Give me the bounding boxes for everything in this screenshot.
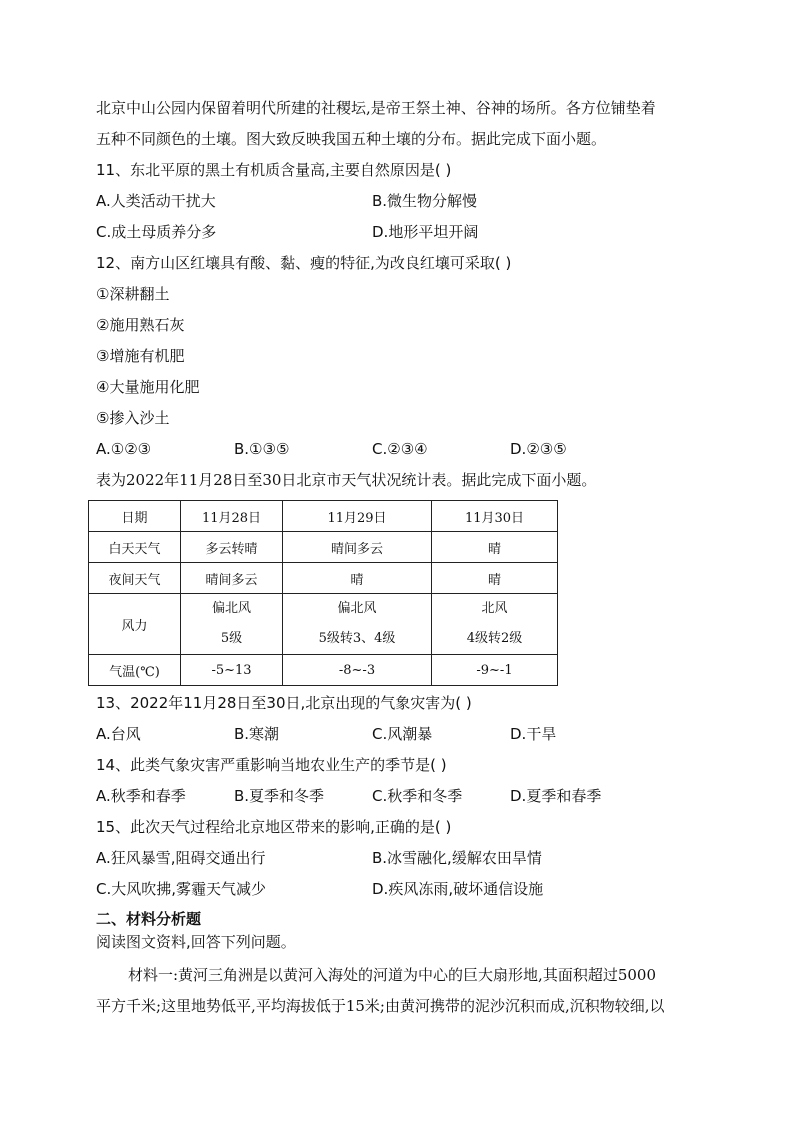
weather-table (88, 500, 558, 686)
table-header-cell: 11月29日 (283, 501, 432, 532)
q13-option-c: C.风潮暴 (372, 725, 433, 743)
table-cell: 多云转晴 (181, 532, 283, 563)
intro-table-caption: 表为2022年11月28日至30日北京市天气状况统计表。据此完成下面小题。 (96, 471, 597, 489)
table-row (89, 655, 558, 686)
q12-item-4: ④大量施用化肥 (96, 378, 200, 396)
q12-option-a: A.①②③ (96, 440, 152, 458)
q13-option-b: B.寒潮 (234, 725, 280, 743)
table-cell: 白天天气 (89, 532, 181, 563)
table-cell (283, 594, 432, 655)
table-cell: 气温(℃) (89, 655, 181, 686)
q15-option-a: A.狂风暴雪,阻碍交通出行 (96, 849, 266, 867)
wind-direction: 北风 (481, 601, 508, 616)
intro-paragraph-line-1: 北京中山公园内保留着明代所建的社稷坛,是帝王祭土神、谷神的场所。各方位铺垫着 (96, 99, 656, 117)
question-14-stem: 14、此类气象灾害严重影响当地农业生产的季节是( ) (96, 756, 447, 774)
table-cell (181, 594, 283, 655)
table-cell: -9~-1 (432, 655, 558, 686)
question-15-stem: 15、此次天气过程给北京地区带来的影响,正确的是( ) (96, 818, 452, 836)
table-cell: 晴间多云 (181, 563, 283, 594)
table-header-row (89, 501, 558, 532)
wind-direction: 偏北风 (211, 601, 251, 616)
q14-option-c: C.秋季和冬季 (372, 787, 463, 805)
table-header-cell: 11月30日 (432, 501, 558, 532)
table-cell: 晴 (283, 563, 432, 594)
wind-level: 4级转2级 (466, 631, 523, 646)
q11-option-b: B.微生物分解慢 (372, 192, 478, 210)
q13-option-a: A.台风 (96, 725, 141, 743)
intro-paragraph-line-2: 五种不同颜色的土壤。图大致反映我国五种土壤的分布。据此完成下面小题。 (96, 130, 607, 148)
q15-option-d: D.疾风冻雨,破坏通信设施 (372, 880, 544, 898)
question-13-stem: 13、2022年11月28日至30日,北京出现的气象灾害为( ) (96, 694, 472, 712)
table-cell: 夜间天气 (89, 563, 181, 594)
q11-option-d: D.地形平坦开阔 (372, 223, 479, 241)
question-12-stem: 12、南方山区红壤具有酸、黏、瘦的特征,为改良红壤可采取( ) (96, 254, 512, 272)
table-cell: 风力 (89, 594, 181, 655)
table-row (89, 594, 558, 655)
table-cell: 晴 (432, 563, 558, 594)
q12-item-2: ②施用熟石灰 (96, 316, 185, 334)
wind-level: 5级 (220, 631, 243, 646)
table-header-cell: 日期 (89, 501, 181, 532)
q14-option-a: A.秋季和春季 (96, 787, 186, 805)
wind-level: 5级转3、4级 (318, 631, 396, 646)
q11-option-a: A.人类活动干扰大 (96, 192, 216, 210)
q12-option-d: D.②③⑤ (510, 440, 567, 458)
section-2-heading: 二、材料分析题 (96, 910, 202, 928)
q11-option-c: C.成土母质养分多 (96, 223, 217, 241)
q15-option-c: C.大风吹拂,雾霾天气减少 (96, 880, 267, 898)
table-cell: 晴间多云 (283, 532, 432, 563)
q12-item-5: ⑤掺入沙土 (96, 409, 170, 427)
table-row (89, 563, 558, 594)
material-1-line-1: 材料一:黄河三角洲是以黄河入海处的河道为中心的巨大扇形地,其面积超过5000 (128, 966, 656, 984)
table-cell: 晴 (432, 532, 558, 563)
table-row (89, 532, 558, 563)
table-cell: -5~13 (181, 655, 283, 686)
section-2-instruction: 阅读图文资料,回答下列问题。 (96, 933, 296, 951)
material-1-line-2: 平方千米;这里地势低平,平均海拔低于15米;由黄河携带的泥沙沉积而成,沉积物较细,以 (96, 997, 665, 1015)
q14-option-d: D.夏季和春季 (510, 787, 602, 805)
q12-item-1: ①深耕翻土 (96, 285, 170, 303)
table-cell: -8~-3 (283, 655, 432, 686)
q12-option-c: C.②③④ (372, 440, 428, 458)
question-11-stem: 11、东北平原的黑土有机质含量高,主要自然原因是( ) (96, 161, 452, 179)
table-header-cell: 11月28日 (181, 501, 283, 532)
wind-direction: 偏北风 (337, 601, 377, 616)
q12-item-3: ③增施有机肥 (96, 347, 185, 365)
q14-option-b: B.夏季和冬季 (234, 787, 325, 805)
q12-option-b: B.①③⑤ (234, 440, 290, 458)
table-cell (432, 594, 558, 655)
q15-option-b: B.冰雪融化,缓解农田旱情 (372, 849, 542, 867)
q13-option-d: D.干旱 (510, 725, 557, 743)
